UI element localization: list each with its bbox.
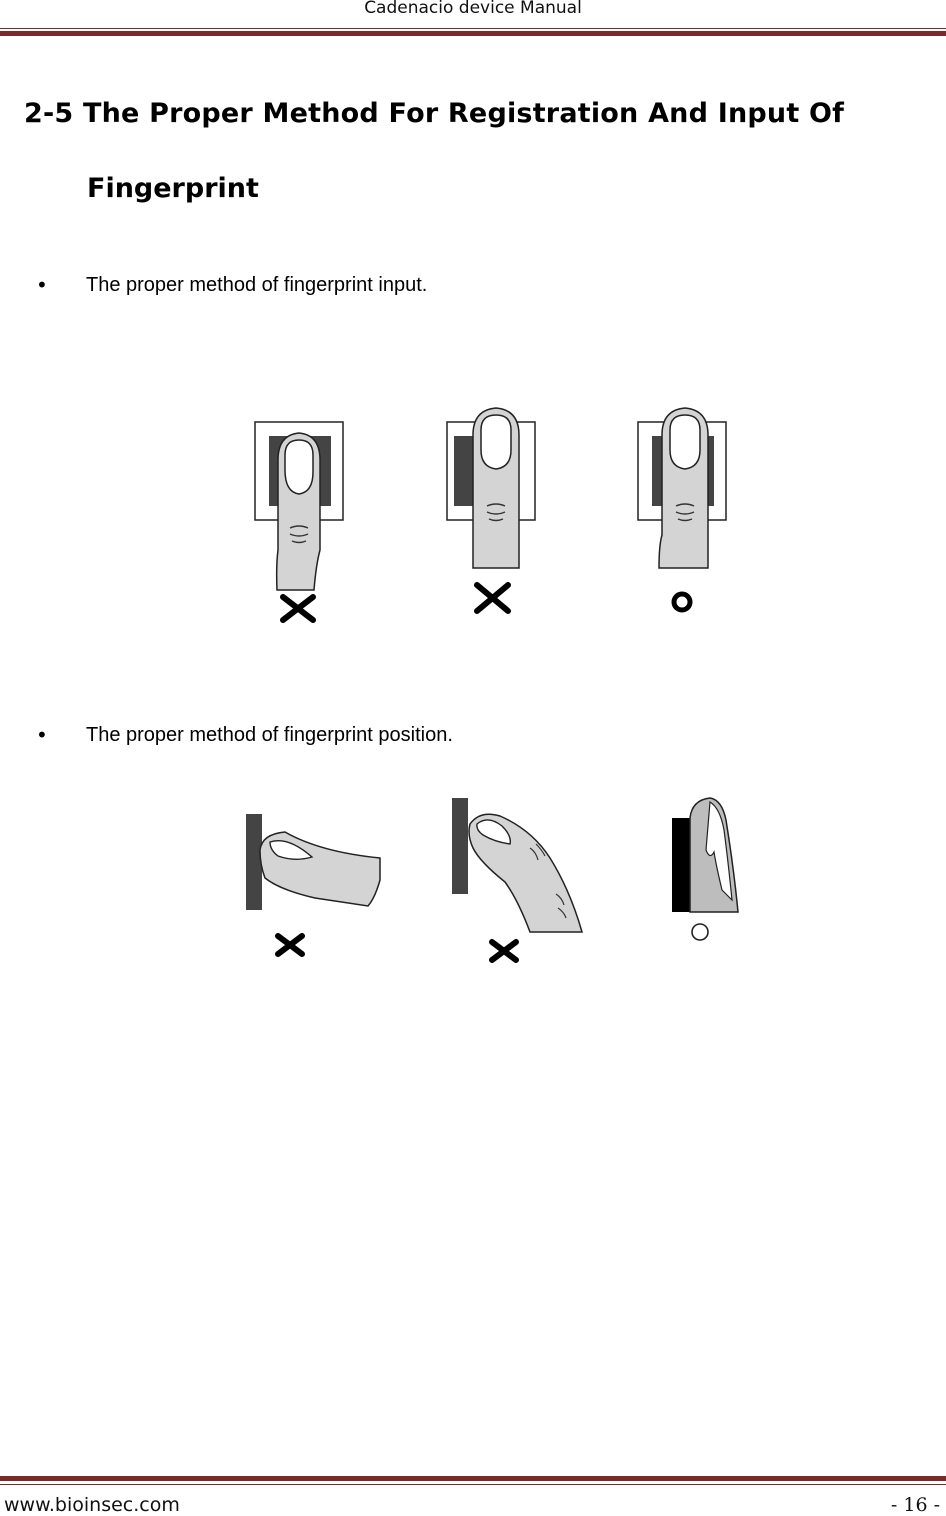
section-title-continued: Fingerprint [87, 173, 259, 204]
fingerprint-position-figure [240, 790, 750, 965]
header-rule-thick [0, 31, 946, 36]
bullet-text: The proper method of fingerprint position. [86, 723, 453, 746]
section-title: 2-5 The Proper Method For Registration And Input Of [24, 98, 845, 129]
bullet-icon: • [36, 723, 48, 747]
circle-mark-icon [674, 594, 690, 610]
footer-rule-thick [0, 1476, 946, 1481]
document-header-title: Cadenacio device Manual [364, 0, 582, 18]
bullet-item-input [36, 271, 427, 299]
bullet-icon: • [36, 273, 48, 297]
footer-url: www.bioinsec.com [4, 1494, 180, 1516]
bullet-text: The proper method of fingerprint input. [86, 273, 428, 296]
input-panel-1 [255, 422, 343, 620]
circle-mark-icon [692, 924, 708, 940]
cross-mark-icon [477, 585, 508, 611]
cross-mark-icon [278, 936, 302, 954]
header-rule-thin [0, 28, 946, 29]
position-panel-2 [452, 798, 582, 960]
position-panel-1 [246, 814, 380, 954]
cross-mark-icon [492, 942, 516, 960]
input-panel-3 [638, 408, 726, 610]
fingerprint-input-figure [240, 400, 750, 635]
cross-mark-icon [283, 597, 313, 620]
position-panel-3 [672, 798, 738, 940]
bullet-item-position [36, 721, 453, 749]
input-panel-2 [447, 408, 535, 611]
footer-rule-thin [0, 1484, 946, 1485]
page-number: - 16 - [890, 1494, 940, 1516]
